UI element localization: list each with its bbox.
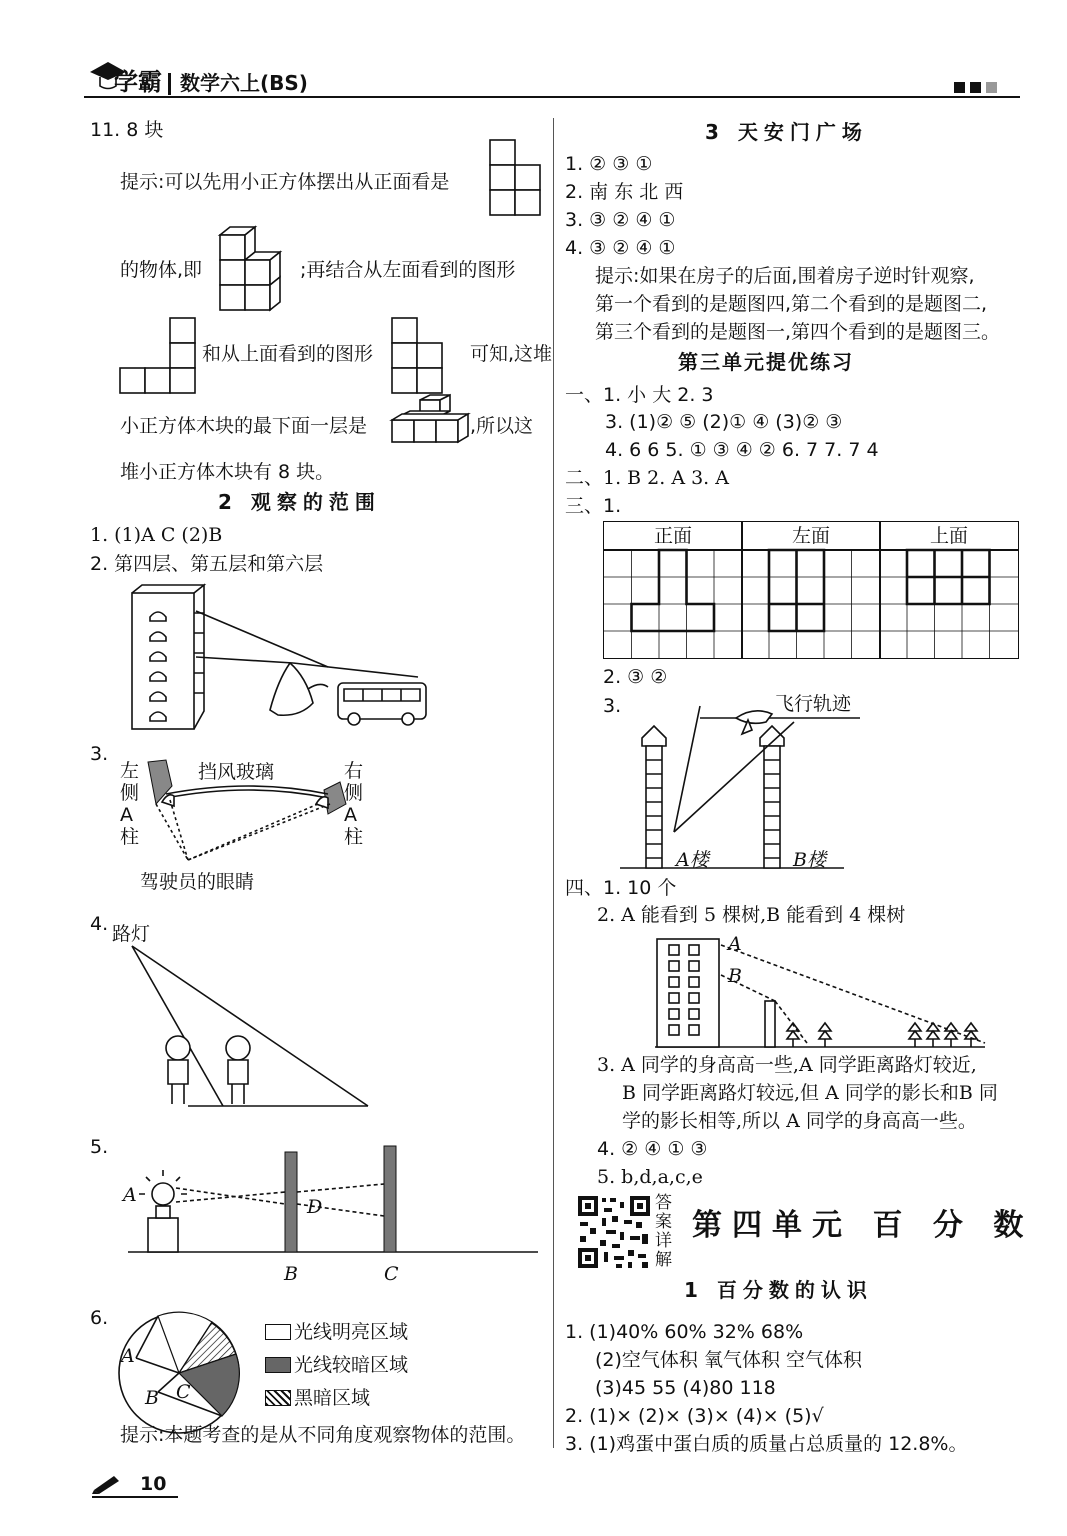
section3-title: 3 天安门广场 bbox=[705, 120, 868, 144]
unit4-line5: 3. (1)鸡蛋中蛋白质的质量占总质量的 12.8%。 bbox=[565, 1433, 968, 1455]
brand-logo: 学霸 bbox=[114, 68, 162, 96]
sec3-answer2: 2. 南 东 北 西 bbox=[565, 181, 684, 203]
header bbox=[84, 58, 1020, 100]
unit3-line9: 2. A 能看到 5 棵树,B 能看到 4 棵树 bbox=[597, 904, 906, 926]
sec2-hint6: 提示:本题考查的是从不同角度观察物体的范围。 bbox=[120, 1424, 526, 1446]
footer-rule bbox=[92, 1496, 178, 1498]
unit3-line1: 一、1. 小 大 2. 3 bbox=[565, 384, 714, 406]
right-a-pillar-label: 右侧A柱 bbox=[344, 760, 364, 848]
legend-dark-label: 黑暗区域 bbox=[294, 1387, 371, 1409]
header-rule bbox=[84, 96, 1020, 98]
unit3-line4: 二、1. B 2. A 3. A bbox=[565, 467, 729, 489]
view-b-label: B bbox=[728, 965, 742, 987]
view-a-label: A bbox=[728, 933, 742, 955]
bottom-layer-3d-figure bbox=[390, 395, 470, 455]
legend-dim-swatch bbox=[265, 1357, 291, 1373]
unit3-line11: B 同学距离路灯较远,但 A 同学的影长和B 同 bbox=[622, 1082, 998, 1104]
legend-bright-swatch bbox=[265, 1324, 291, 1340]
streetlamp-figure bbox=[128, 944, 368, 1114]
subject-label: 数学六上(BS) bbox=[180, 71, 308, 95]
pencil-icon bbox=[92, 1474, 122, 1494]
unit3-line6: 2. ③ ② bbox=[603, 666, 668, 688]
column-divider bbox=[553, 118, 554, 1448]
trees-view-figure bbox=[655, 935, 995, 1055]
sec3-hint-line3: 第三个看到的是题图一,第四个看到的是题图三。 bbox=[595, 321, 1001, 343]
q11-answer: 11. 8 块 bbox=[90, 119, 164, 141]
legend-bright-label: 光线明亮区域 bbox=[294, 1321, 409, 1343]
q11-hint-line1: 提示:可以先用小正方体摆出从正面看是 bbox=[120, 171, 450, 193]
legend-dim-label: 光线较暗区域 bbox=[294, 1354, 409, 1376]
qr-answer-label: 答案详解 bbox=[655, 1193, 672, 1270]
q11-hint-line2a: 的物体,即 bbox=[120, 259, 203, 281]
building-bus-figure bbox=[128, 585, 448, 735]
unit3-line12: 学的影长相等,所以 A 同学的身高高一些。 bbox=[622, 1110, 977, 1132]
unit3-line5: 三、1. bbox=[565, 495, 622, 517]
building-a-label: A楼 bbox=[676, 849, 709, 871]
streetlamp-label: 路灯 bbox=[112, 923, 151, 945]
lamp-a-label: A bbox=[123, 1184, 137, 1206]
unit3-line10: 3. A 同学的身高高一些,A 同学距离路灯较近, bbox=[597, 1054, 977, 1076]
unit4-line4: 2. (1)× (2)× (3)× (4)× (5)√ bbox=[565, 1405, 824, 1427]
views-grid bbox=[603, 521, 1019, 659]
page-number: 10 bbox=[140, 1473, 167, 1495]
grid-header-top: 上面 bbox=[930, 525, 969, 547]
windshield-label: 挡风玻璃 bbox=[198, 761, 275, 783]
circle-c-label: C bbox=[176, 1381, 191, 1403]
sec3-answer4: 4. ③ ② ④ ① bbox=[565, 237, 676, 259]
left-view-figure bbox=[120, 318, 200, 398]
windshield-figure bbox=[140, 760, 360, 880]
unit3-line14: 5. b,d,a,c,e bbox=[597, 1166, 703, 1188]
unit4-title: 第四单元 百 分 数 bbox=[692, 1208, 1034, 1243]
light-pillars-figure bbox=[118, 1148, 538, 1258]
trees bbox=[787, 1023, 977, 1047]
unit4-section1-title: 1 百分数的认识 bbox=[684, 1278, 873, 1302]
cube-stack-3d-figure bbox=[215, 225, 305, 315]
sec3-hint-line1: 提示:如果在房子的后面,围着房子逆时针观察, bbox=[595, 265, 975, 287]
q11-hint-line5: 堆小正方体木块有 8 块。 bbox=[120, 461, 335, 483]
q11-hint-line4b: ,所以这 bbox=[470, 415, 534, 437]
qr-code-icon[interactable] bbox=[576, 1194, 652, 1270]
circle-b-label: B bbox=[145, 1387, 159, 1409]
circle-regions-figure bbox=[114, 1308, 244, 1438]
pillar-c-label: C bbox=[384, 1263, 399, 1285]
circle-a-label: A bbox=[121, 1345, 135, 1367]
header-divider bbox=[168, 73, 171, 95]
sec2-answer2: 2. 第四层、第五层和第六层 bbox=[90, 553, 324, 575]
point-d-label: D bbox=[307, 1196, 323, 1218]
unit3-line13: 4. ② ④ ① ③ bbox=[597, 1138, 708, 1160]
flight-path-label: 飞行轨迹 bbox=[775, 693, 852, 715]
pillar-b-label: B bbox=[284, 1263, 298, 1285]
q11-hint-line3b: 可知,这堆 bbox=[470, 343, 553, 365]
flight-path-figure bbox=[620, 694, 870, 874]
sec3-hint-line2: 第一个看到的是题图四,第二个看到的是题图二, bbox=[595, 293, 988, 315]
section2-title: 2 观察的范围 bbox=[218, 490, 381, 514]
unit3-title: 第三单元提优练习 bbox=[678, 350, 854, 374]
unit3-line2: 3. (1)② ⑤ (2)① ④ (3)② ③ bbox=[605, 411, 843, 433]
q11-hint-line4a: 小正方体木块的最下面一层是 bbox=[120, 415, 368, 437]
legend-dark-swatch bbox=[265, 1390, 291, 1406]
unit3-line7: 3. bbox=[603, 695, 622, 717]
building-b-label: B楼 bbox=[793, 849, 826, 871]
sec3-answer3: 3. ③ ② ④ ① bbox=[565, 209, 676, 231]
unit3-line3: 4. 6 6 5. ① ③ ④ ② 6. 7 7. 7 4 bbox=[605, 439, 879, 461]
student-a-figure bbox=[166, 1036, 190, 1104]
front-view-figure bbox=[490, 140, 550, 220]
fig3-label: 3. bbox=[90, 743, 109, 765]
fig4-label: 4. bbox=[90, 913, 109, 935]
top-view-figure bbox=[392, 318, 452, 398]
grid-header-front: 正面 bbox=[654, 525, 693, 547]
grid-header-left: 左面 bbox=[792, 525, 831, 547]
q11-hint-line2b: ;再结合从左面看到的图形 bbox=[300, 259, 516, 281]
unit4-line1: 1. (1)40% 60% 32% 68% bbox=[565, 1321, 804, 1343]
sec2-answer1: 1. (1)A C (2)B bbox=[90, 524, 223, 546]
sec3-answer1: 1. ② ③ ① bbox=[565, 153, 653, 175]
unit4-line2: (2)空气体积 氧气体积 空气体积 bbox=[595, 1349, 862, 1371]
fig5-label: 5. bbox=[90, 1136, 109, 1158]
driver-eye-label: 驾驶员的眼睛 bbox=[140, 871, 255, 893]
student-b-figure bbox=[226, 1036, 250, 1104]
q11-hint-line3a: 和从上面看到的图形 bbox=[202, 343, 374, 365]
fig6-label: 6. bbox=[90, 1307, 109, 1329]
left-a-pillar-label: 左侧A柱 bbox=[120, 760, 140, 848]
unit4-line3: (3)45 55 (4)80 118 bbox=[595, 1377, 776, 1399]
unit3-line8: 四、1. 10 个 bbox=[565, 877, 677, 899]
